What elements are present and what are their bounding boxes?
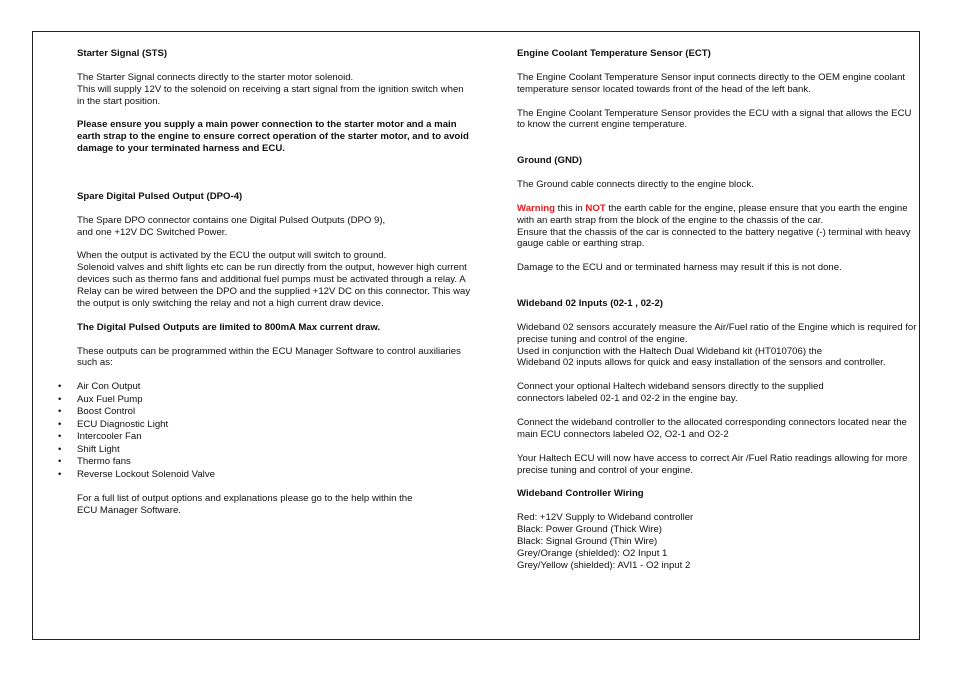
list-item: • Shift Light bbox=[58, 443, 120, 455]
bold-notice: The Digital Pulsed Outputs are limited to 800mA Max current draw. bbox=[77, 321, 381, 333]
paragraph: The Engine Coolant Temperature Sensor provides the ECU with a signal that allows the ECU to know the current engine temperature. bbox=[517, 107, 912, 131]
paragraph: connectors labeled 02-1 and 02-2 in the engine bay. bbox=[517, 393, 738, 405]
list-item: • Aux Fuel Pump bbox=[58, 393, 143, 405]
list-item: • Reverse Lockout Solenoid Valve bbox=[58, 468, 215, 480]
list-item: • Boost Control bbox=[58, 406, 136, 418]
paragraph: Your Haltech ECU will now have access to correct Air /Fuel Ratio readings allowing for more precise tuning and control of your engine. bbox=[517, 452, 908, 476]
wiring-line: Black: Signal Ground (Thin Wire) bbox=[517, 535, 658, 547]
section-heading-dpo: Spare Digital Pulsed Output (DPO-4) bbox=[77, 190, 243, 202]
section-heading-wiring: Wideband Controller Wiring bbox=[517, 488, 644, 500]
wiring-line: Grey/Yellow (shielded): AVI1 - O2 input 2 bbox=[517, 559, 691, 571]
section-heading-sts: Starter Signal (STS) bbox=[77, 48, 168, 59]
warning-label: Warning bbox=[517, 202, 556, 214]
paragraph: The Starter Signal connects directly to the starter motor solenoid. bbox=[77, 71, 354, 83]
paragraph: Solenoid valves and shift lights etc can be run directly from the output, however high current devices such as thermo fans and additional fuel pumps must be activated through a relay. A Relay can be wired between the DPO and the supplied +12V DC on this connector. This way the output is only switching the relay and not a high current draw device. bbox=[77, 262, 471, 309]
paragraph: Ensure that the chassis of the car is connected to the battery negative (-) terminal with heavy gauge cable or earthing strap. bbox=[517, 226, 911, 250]
paragraph: Wideband 02 inputs allows for quick and easy installation of the sensors and controller. bbox=[517, 357, 886, 369]
bullet-icon: • bbox=[58, 393, 62, 405]
bold-notice: Please ensure you supply a main power connection to the starter motor and a main earth strap to the engine to ensure correct operation of the starter motor, and to avoid damage to your terminated harness and ECU. bbox=[77, 119, 469, 155]
section-heading-gnd: Ground (GND) bbox=[517, 155, 583, 167]
left-column bbox=[58, 48, 472, 517]
bullet-icon: • bbox=[58, 381, 62, 393]
paragraph: Connect the wideband controller to the allocated corresponding connectors located near the main ECU connectors labeled O2, O2-1 and O2-2 bbox=[517, 416, 907, 440]
paragraph: ECU Manager Software. bbox=[77, 505, 181, 517]
paragraph: The Spare DPO connector contains one Digital Pulsed Outputs (DPO 9), bbox=[77, 214, 386, 226]
paragraph: The Ground cable connects directly to the engine block. bbox=[517, 178, 754, 190]
section-heading-wideband: Wideband 02 Inputs (02-1 , 02-2) bbox=[517, 297, 663, 309]
paragraph: The Engine Coolant Temperature Sensor input connects directly to the OEM engine coolant temperature sensor located towards front of the head of the left bank. bbox=[517, 71, 906, 95]
paragraph: Connect your optional Haltech wideband sensors directly to the supplied bbox=[517, 381, 824, 393]
paragraph: For a full list of output options and explanations please go to the help within the bbox=[77, 493, 413, 505]
right-column bbox=[517, 48, 917, 572]
list-item: • Thermo fans bbox=[58, 456, 131, 468]
paragraph: These outputs can be programmed within the ECU Manager Software to control auxiliaries such as: bbox=[77, 345, 461, 369]
paragraph: When the output is activated by the ECU the output will switch to ground. bbox=[77, 250, 387, 262]
bullet-icon: • bbox=[58, 456, 62, 468]
list-item: • Intercooler Fan bbox=[58, 431, 142, 443]
bullet-icon: • bbox=[58, 406, 62, 418]
not-emphasis: NOT bbox=[585, 202, 606, 214]
bullet-icon: • bbox=[58, 418, 62, 430]
section-heading-ect: Engine Coolant Temperature Sensor (ECT) bbox=[517, 48, 711, 59]
wiring-line: Black: Power Ground (Thick Wire) bbox=[517, 524, 663, 536]
warning-paragraph: Warning this in NOT the earth cable for the engine, please ensure that you earth the engine with an earth strap from the block of the engine to the chassis of the car. bbox=[517, 202, 908, 226]
list-item: • Air Con Output bbox=[58, 381, 141, 393]
bullet-icon: • bbox=[58, 443, 62, 455]
paragraph: Used in conjunction with the Haltech Dual Wideband kit (HT010706) the bbox=[517, 345, 823, 357]
paragraph: This will supply 12V to the solenoid on receiving a start signal from the ignition switch when in the start position. bbox=[77, 83, 464, 107]
paragraph: and one +12V DC Switched Power. bbox=[77, 226, 228, 238]
paragraph: Wideband 02 sensors accurately measure the Air/Fuel ratio of the Engine which is required for precise tuning and control of the engine. bbox=[517, 321, 917, 345]
wiring-line: Grey/Orange (shielded): O2 Input 1 bbox=[517, 547, 668, 559]
bullet-icon: • bbox=[58, 468, 62, 480]
bullet-icon: • bbox=[58, 431, 62, 443]
auxiliaries-list bbox=[58, 381, 453, 481]
wiring-line: Red: +12V Supply to Wideband controller bbox=[517, 512, 694, 524]
list-item: • ECU Diagnostic Light bbox=[58, 418, 169, 430]
paragraph: Damage to the ECU and or terminated harness may result if this is not done. bbox=[517, 262, 842, 274]
